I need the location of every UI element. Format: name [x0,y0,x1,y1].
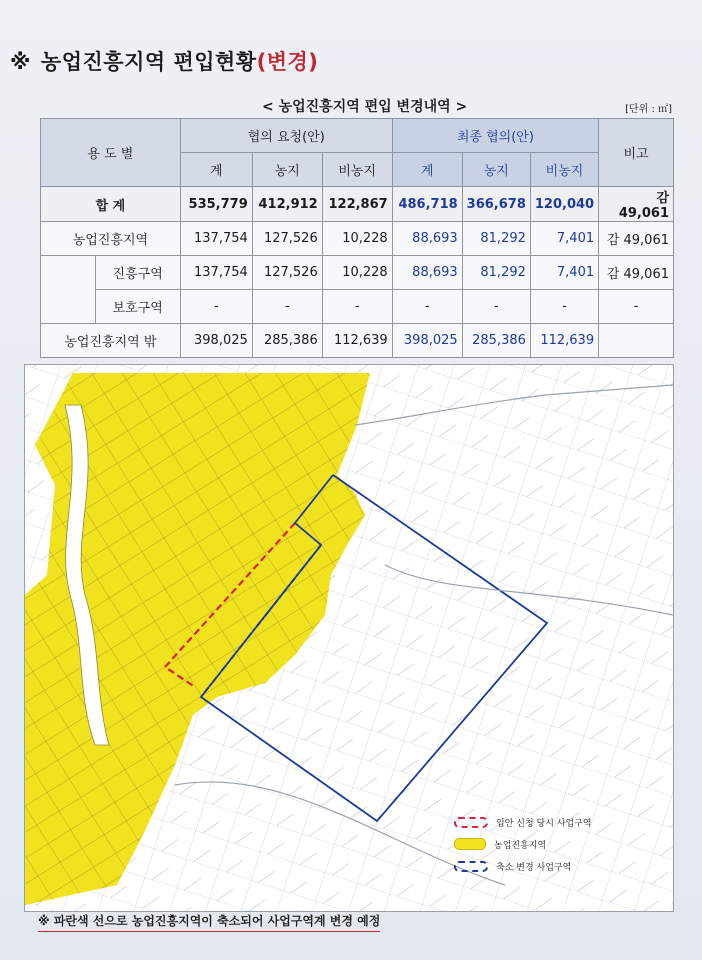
cell: 112,639 [530,324,598,358]
cell: 122,867 [322,187,392,222]
table-row [41,290,674,324]
cell: - [180,290,252,324]
legend-item-yellow [454,836,546,852]
legend-label: 농업진흥지역 [494,840,547,851]
yellow-fill-swatch-icon [454,838,486,850]
cell: 398,025 [180,324,252,358]
cell: - [530,290,598,324]
page-title [10,46,318,76]
row-label: 진흥구역 [95,256,180,290]
remark-cell: 감 49,061 [599,187,674,222]
remark-cell: 감 49,061 [599,222,674,256]
header-row-1 [41,119,674,153]
blue-dash-swatch-icon [454,861,488,872]
cell: 137,754 [180,222,252,256]
cell: 10,228 [322,256,392,290]
cell: 10,228 [322,222,392,256]
category-header: 용 도 별 [41,119,181,187]
cell: 7,401 [530,256,598,290]
table-row [41,256,674,290]
legend-item-blue [454,858,571,874]
row-label: 농업진흥지역 밖 [41,324,181,358]
remark-cell [599,324,674,358]
request-header: 협의 요청(안) [180,119,392,153]
cell: 88,693 [392,222,462,256]
row-label: 합 계 [41,187,181,222]
red-dash-swatch-icon [454,817,488,828]
cell: 120,040 [530,187,598,222]
cell: 285,386 [462,324,530,358]
row-label: 농업진흥지역 [41,222,181,256]
remark-cell: 감 49,061 [599,256,674,290]
cell: 81,292 [462,222,530,256]
cell: 285,386 [252,324,322,358]
cell: 398,025 [392,324,462,358]
cell: 137,754 [180,256,252,290]
cell: - [252,290,322,324]
cell: 412,912 [252,187,322,222]
title-main: 농업진흥지역 편입현황 [40,50,257,74]
row-label: 보호구역 [95,290,180,324]
cell: - [462,290,530,324]
table-row [41,187,674,222]
footnote: ※ 파란색 선으로 농업진흥지역이 축소되어 사업구역계 변경 예정 [38,912,380,932]
cell: - [392,290,462,324]
reference-mark: ※ [10,50,31,74]
title-accent: (변경) [256,50,319,74]
cell: 88,693 [392,256,462,290]
req-non-header: 비농지 [322,153,392,187]
req-total-header: 계 [180,153,252,187]
change-table [40,118,674,358]
table-row [41,222,674,256]
cell: 81,292 [462,256,530,290]
legend-label: 입안 신청 당시 사업구역 [496,818,592,829]
table-caption: < 농업진흥지역 편입 변경내역 > [262,99,468,115]
legend-item-red [454,814,592,830]
req-farm-header: 농지 [252,153,322,187]
cell: 112,639 [322,324,392,358]
cell: 7,401 [530,222,598,256]
fin-non-header: 비농지 [530,153,598,187]
cell: 535,779 [180,187,252,222]
cell: 127,526 [252,256,322,290]
remark-cell: - [599,290,674,324]
table-row [41,324,674,358]
final-header: 최종 협의(안) [392,119,598,153]
fin-farm-header: 농지 [462,153,530,187]
cell: - [322,290,392,324]
indent-cell [41,256,96,324]
cell: 486,718 [392,187,462,222]
cell: 127,526 [252,222,322,256]
legend-label: 축소 변경 사업구역 [496,862,572,873]
fin-total-header: 계 [392,153,462,187]
cell: 366,678 [462,187,530,222]
unit-label: [단위 : ㎡] [625,104,672,115]
remark-header: 비고 [599,119,674,187]
